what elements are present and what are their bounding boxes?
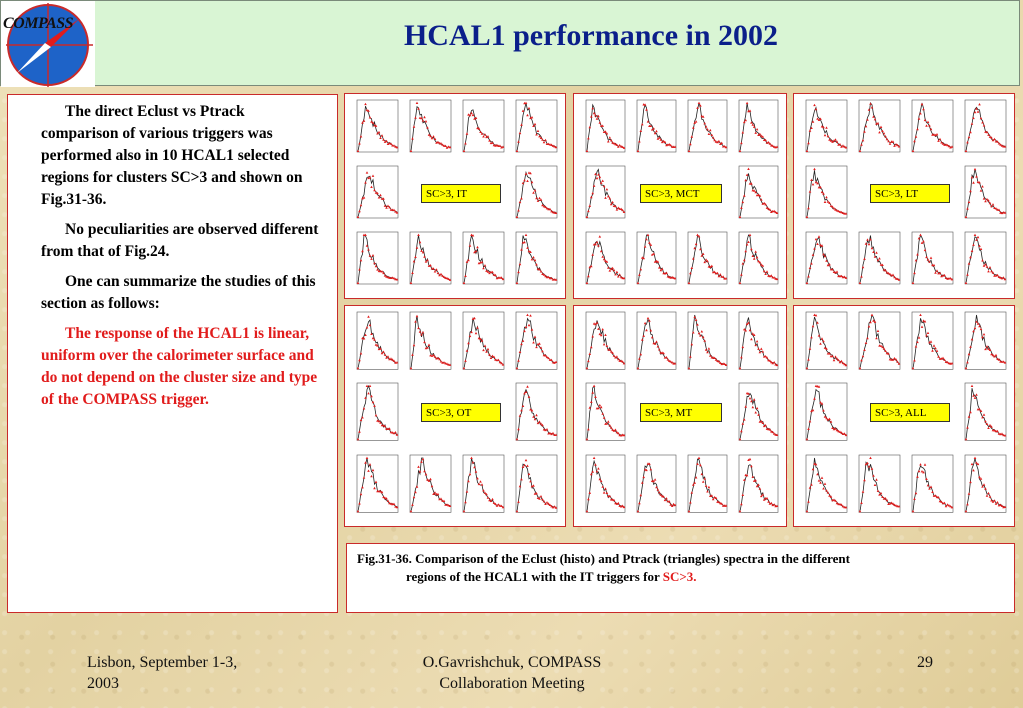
histogram-thumbnail <box>580 453 627 518</box>
plot-frame <box>859 455 900 512</box>
plot-frame <box>516 100 557 152</box>
footer-author-line2: Collaboration Meeting <box>439 675 585 692</box>
plot-frame <box>912 455 953 512</box>
plot-frame <box>516 383 557 440</box>
paragraph-3: One can summarize the studies of this section as follows: <box>41 273 316 312</box>
histogram-thumbnail <box>906 453 955 518</box>
plot-frame <box>357 312 398 369</box>
histogram-thumbnail <box>457 230 506 290</box>
histogram-thumbnail <box>800 310 849 375</box>
plot-frame <box>637 100 676 152</box>
footer-place <box>87 652 237 694</box>
histogram-thumbnail <box>631 453 678 518</box>
histogram-thumbnail <box>800 164 849 224</box>
histogram-thumbnail <box>959 453 1008 518</box>
plot-frame <box>463 100 504 152</box>
histogram-thumbnail <box>404 230 453 290</box>
compass-logo-icon <box>1 1 95 87</box>
caption-highlight: SC>3. <box>662 569 697 584</box>
histogram-thumbnail <box>959 230 1008 290</box>
histogram-thumbnail <box>510 310 559 375</box>
panel-label: SC>3, ALL <box>870 403 950 422</box>
histogram-thumbnail <box>906 98 955 158</box>
footer-place-line2: 2003 <box>87 675 119 692</box>
histogram-thumbnail <box>404 98 453 158</box>
plot-frame <box>965 312 1006 369</box>
histogram-thumbnail <box>733 98 780 158</box>
plot-frame <box>806 100 847 152</box>
histogram-thumbnail <box>733 381 780 446</box>
plot-frame <box>357 232 398 284</box>
histogram-thumbnail <box>351 453 400 518</box>
slide-title: HCAL1 performance in 2002 <box>403 19 779 52</box>
histogram-thumbnail <box>510 164 559 224</box>
histogram-thumbnail <box>800 453 849 518</box>
histogram-thumbnail <box>800 98 849 158</box>
histogram-thumbnail <box>351 98 400 158</box>
histogram-thumbnail <box>631 98 678 158</box>
plot-frame <box>463 232 504 284</box>
histogram-thumbnail <box>457 98 506 158</box>
histogram-thumbnail <box>580 230 627 290</box>
histogram-thumbnail <box>351 164 400 224</box>
histogram-thumbnail <box>510 381 559 446</box>
histogram-thumbnail <box>351 381 400 446</box>
histogram-thumbnail <box>959 381 1008 446</box>
histogram-thumbnail <box>404 310 453 375</box>
caption-line-1: Fig.31-36. Comparison of the Eclust (histo) and Ptrack (triangles) spectra in the different <box>357 551 850 566</box>
histogram-thumbnail <box>457 310 506 375</box>
histogram-thumbnail <box>580 381 627 446</box>
panel-label: SC>3, MT <box>640 403 722 422</box>
plot-frame <box>410 100 451 152</box>
plot-frame <box>965 455 1006 512</box>
figure-panel <box>344 305 566 527</box>
panel-label: SC>3, MCT <box>640 184 722 203</box>
slide-header <box>0 0 1020 86</box>
figure-panel <box>793 305 1015 527</box>
plot-frame <box>806 312 847 369</box>
histogram-thumbnail <box>631 230 678 290</box>
summary-text-box <box>7 94 338 613</box>
histogram-thumbnail <box>404 453 453 518</box>
histogram-thumbnail <box>853 453 902 518</box>
figure-panel <box>573 93 787 299</box>
histogram-thumbnail <box>631 310 678 375</box>
histogram-thumbnail <box>733 453 780 518</box>
footer-author <box>398 652 626 694</box>
plot-frame <box>586 232 625 284</box>
page-number: 29 <box>917 654 933 671</box>
histogram-thumbnail <box>800 230 849 290</box>
histogram-thumbnail <box>351 230 400 290</box>
histogram-thumbnail <box>733 164 780 224</box>
figure-panel <box>344 93 566 299</box>
histogram-thumbnail <box>351 310 400 375</box>
plot-frame <box>586 383 625 440</box>
logo-text: COMPASS <box>3 15 74 32</box>
panel-label: SC>3, LT <box>870 184 950 203</box>
figure-panel <box>793 93 1015 299</box>
plot-frame <box>516 232 557 284</box>
histogram-thumbnail <box>959 98 1008 158</box>
histogram-thumbnail <box>733 230 780 290</box>
plot-frame <box>912 312 953 369</box>
histogram-thumbnail <box>510 98 559 158</box>
plot-frame <box>739 312 778 369</box>
histogram-thumbnail <box>959 164 1008 224</box>
histogram-thumbnail <box>580 98 627 158</box>
histogram-thumbnail <box>682 230 729 290</box>
caption-line-2 <box>357 568 1004 586</box>
panel-label: SC>3, IT <box>421 184 501 203</box>
histogram-thumbnail <box>853 310 902 375</box>
histogram-thumbnail <box>733 310 780 375</box>
histogram-thumbnail <box>906 310 955 375</box>
histogram-thumbnail <box>580 164 627 224</box>
histogram-thumbnail <box>906 230 955 290</box>
plot-frame <box>586 100 625 152</box>
figure-panel <box>573 305 787 527</box>
plot-frame <box>739 100 778 152</box>
histogram-thumbnail <box>682 453 729 518</box>
histogram-thumbnail <box>510 230 559 290</box>
footer-place-line1: Lisbon, September 1-3, <box>87 654 238 671</box>
figure-caption <box>346 543 1015 613</box>
footer-author-line1: O.Gavrishchuk, COMPASS <box>422 654 602 671</box>
histogram-thumbnail <box>959 310 1008 375</box>
plot-frame <box>463 455 504 512</box>
conclusion-paragraph: The response of the HCAL1 is linear, uniform over the calorimeter surface and do not depend on the cluster size and type of the COMPASS trigger. <box>41 325 318 408</box>
compass-logo <box>1 1 95 87</box>
plot-frame <box>806 455 847 512</box>
paragraph-2: No peculiarities are observed different from that of Fig.24. <box>41 221 319 260</box>
caption-text: regions of the HCAL1 with the IT triggers for <box>406 569 663 584</box>
histogram-thumbnail <box>457 453 506 518</box>
plot-frame <box>516 455 557 512</box>
histogram-thumbnail <box>510 453 559 518</box>
histogram-thumbnail <box>800 381 849 446</box>
histogram-thumbnail <box>853 230 902 290</box>
histogram-thumbnail <box>853 98 902 158</box>
histogram-thumbnail <box>580 310 627 375</box>
plot-frame <box>806 166 847 218</box>
panel-label: SC>3, OT <box>421 403 501 422</box>
paragraph-1: The direct Eclust vs Ptrack comparison of various triggers was performed also in 10 HCAL1 selected regions for clusters SC>3 and shown on Fig.31-36. <box>41 103 303 208</box>
plot-frame <box>965 383 1006 440</box>
histogram-thumbnail <box>682 98 729 158</box>
plot-frame <box>912 232 953 284</box>
histogram-thumbnail <box>682 310 729 375</box>
plot-frame <box>586 166 625 218</box>
